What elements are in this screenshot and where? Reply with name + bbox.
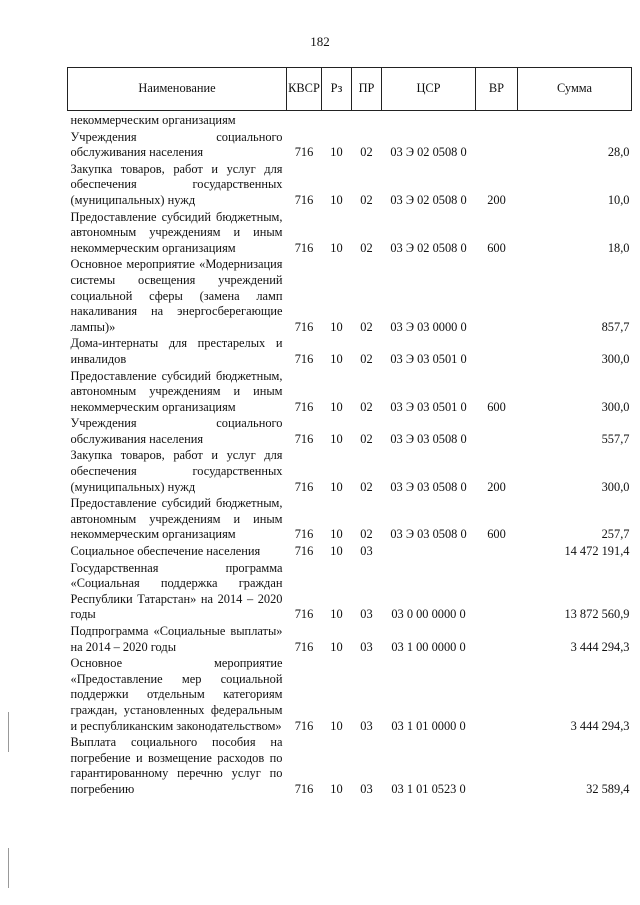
header-kvsr: КВСР: [287, 68, 322, 111]
row-pr: [352, 111, 382, 129]
row-kvsr: 716: [294, 351, 314, 366]
row-name: Предоставление субсидий бюджетным, автономным учреждениям и иным некоммерческим организациям: [70, 368, 283, 414]
row-pr: 02: [360, 192, 373, 207]
row-rz: 10: [330, 718, 343, 733]
table-body: [68, 111, 632, 798]
row-sum: 300,0: [601, 399, 630, 414]
row-pr: 03: [360, 781, 373, 796]
row-name: Социальное обеспечение населения: [70, 544, 261, 559]
row-sum: [518, 111, 632, 129]
table-row: [68, 368, 632, 416]
row-name: Основное мероприятие «Предоставление мер социальной поддержки отдельным категориям граждан, установленных федеральным и республиканским законодательством»: [70, 656, 283, 733]
row-rz: 10: [330, 639, 343, 654]
row-name: Учреждения социального обслуживания населения: [70, 416, 283, 446]
row-sum: 300,0: [601, 351, 630, 366]
row-csr: 03 Э 03 0508 0: [390, 527, 467, 542]
row-sum: 300,0: [601, 479, 630, 494]
table-row: [68, 209, 632, 257]
row-vr: 600: [487, 399, 506, 414]
row-rz: [322, 111, 352, 129]
row-pr: 02: [360, 240, 373, 255]
row-csr: 03 Э 03 0501 0: [390, 399, 467, 414]
row-rz: 10: [330, 145, 343, 160]
row-vr: [476, 111, 518, 129]
row-csr: 03 Э 02 0508 0: [390, 145, 467, 160]
row-sum: 3 444 294,3: [570, 639, 630, 654]
row-sum: 14 472 191,4: [564, 544, 630, 559]
row-pr: 02: [360, 431, 373, 446]
row-vr: [476, 623, 518, 655]
row-kvsr: 716: [294, 145, 314, 160]
row-pr: 03: [360, 639, 373, 654]
row-vr: [476, 655, 518, 734]
row-pr: 02: [360, 399, 373, 414]
header-rz: Рз: [322, 68, 352, 111]
table-row: [68, 655, 632, 734]
row-vr: 200: [487, 479, 506, 494]
row-csr: 03 1 01 0523 0: [391, 781, 466, 796]
row-kvsr: 716: [294, 479, 314, 494]
row-pr: 02: [360, 145, 373, 160]
row-pr: 03: [360, 544, 373, 559]
row-sum: 257,7: [601, 527, 630, 542]
row-sum: 3 444 294,3: [570, 718, 630, 733]
table-header: [68, 68, 632, 111]
row-csr: 03 Э 02 0508 0: [390, 192, 467, 207]
row-pr: 02: [360, 479, 373, 494]
row-name: Подпрограмма «Социальные выплаты» на 2014 – 2020 годы: [70, 624, 283, 654]
row-csr: [382, 111, 476, 129]
row-rz: 10: [330, 399, 343, 414]
row-name: Государственная программа «Социальная поддержка граждан Республики Татарстан» на 2014 – 2020 годы: [70, 560, 283, 622]
header-pr: ПР: [352, 68, 382, 111]
row-csr: 03 Э 03 0501 0: [390, 351, 467, 366]
budget-table: [67, 67, 632, 798]
row-sum: 10,0: [607, 192, 630, 207]
row-rz: 10: [330, 781, 343, 796]
row-kvsr: 716: [294, 240, 314, 255]
row-name: Выплата социального пособия на погребение и возмещение расходов по гарантированному перечню услуг по погребению: [70, 735, 283, 796]
row-rz: 10: [330, 607, 343, 622]
row-kvsr: 716: [294, 431, 314, 446]
row-name: Основное мероприятие «Модернизация системы освещения учреждений социальной сферы (замена ламп накаливания на энергосберегающие лампы)»: [70, 257, 283, 334]
row-sum: 32 589,4: [586, 781, 630, 796]
row-kvsr: 716: [294, 399, 314, 414]
row-sum: 13 872 560,9: [564, 607, 630, 622]
row-pr: 03: [360, 607, 373, 622]
table-row: [68, 111, 632, 129]
table-row: [68, 543, 632, 560]
row-rz: 10: [330, 240, 343, 255]
table-row: [68, 447, 632, 495]
page-number: 182: [310, 34, 330, 49]
row-csr: 03 Э 03 0508 0: [390, 431, 467, 446]
row-kvsr: 716: [294, 527, 314, 542]
row-vr: [476, 256, 518, 335]
table-row: [68, 734, 632, 797]
row-sum: 557,7: [601, 431, 630, 446]
row-vr: 600: [487, 527, 506, 542]
row-vr: [476, 560, 518, 623]
row-name: Дома-интернаты для престарелых и инвалидов: [70, 336, 283, 366]
row-rz: 10: [330, 351, 343, 366]
row-vr: 200: [487, 192, 506, 207]
table-row: [68, 256, 632, 335]
row-kvsr: 716: [294, 319, 314, 334]
row-rz: 10: [330, 319, 343, 334]
row-name: Закупка товаров, работ и услуг для обеспечения государственных (муниципальных) нужд: [70, 161, 283, 207]
row-kvsr: 716: [294, 192, 314, 207]
margin-mark: [8, 848, 9, 888]
row-name: Предоставление субсидий бюджетным, автономным учреждениям и иным некоммерческим организациям: [70, 209, 283, 255]
header-vr: ВР: [476, 68, 518, 111]
row-pr: 02: [360, 319, 373, 334]
row-vr: 600: [487, 240, 506, 255]
row-csr: 03 0 00 0000 0: [391, 607, 466, 622]
row-kvsr: 716: [294, 544, 314, 559]
row-name: Предоставление субсидий бюджетным, автономным учреждениям и иным некоммерческим организациям: [70, 496, 283, 542]
row-csr: 03 Э 02 0508 0: [390, 240, 467, 255]
row-name: Закупка товаров, работ и услуг для обеспечения государственных (муниципальных) нужд: [70, 448, 283, 494]
row-kvsr: 716: [294, 639, 314, 654]
row-name: некоммерческим организациям: [70, 113, 236, 127]
row-vr: [476, 415, 518, 447]
header-csr: ЦСР: [382, 68, 476, 111]
table-row: [68, 623, 632, 655]
row-csr: 03 Э 03 0508 0: [390, 479, 467, 494]
table-row: [68, 495, 632, 543]
table-row: [68, 415, 632, 447]
row-csr: [382, 543, 476, 560]
table-row: [68, 335, 632, 367]
row-rz: 10: [330, 479, 343, 494]
row-kvsr: 716: [294, 607, 314, 622]
row-sum: 857,7: [601, 319, 630, 334]
row-csr: 03 1 01 0000 0: [391, 718, 466, 733]
table-row: [68, 560, 632, 623]
row-sum: 18,0: [607, 240, 630, 255]
row-name: Учреждения социального обслуживания населения: [70, 129, 283, 160]
table-row: [68, 129, 632, 161]
margin-mark: [8, 712, 9, 752]
row-kvsr: 716: [294, 781, 314, 796]
row-rz: 10: [330, 431, 343, 446]
row-pr: 02: [360, 527, 373, 542]
row-rz: 10: [330, 527, 343, 542]
row-csr: 03 Э 03 0000 0: [390, 319, 467, 334]
header-name: Наименование: [68, 68, 287, 111]
row-vr: [476, 734, 518, 797]
row-csr: 03 1 00 0000 0: [391, 639, 466, 654]
row-sum: 28,0: [607, 145, 630, 160]
row-vr: [476, 543, 518, 560]
row-kvsr: [287, 111, 322, 129]
row-kvsr: 716: [294, 718, 314, 733]
row-pr: 02: [360, 351, 373, 366]
row-rz: 10: [330, 192, 343, 207]
table-row: [68, 161, 632, 209]
row-rz: 10: [330, 544, 343, 559]
header-sum: Сумма: [518, 68, 632, 111]
row-pr: 03: [360, 718, 373, 733]
row-vr: [476, 335, 518, 367]
row-vr: [476, 129, 518, 161]
